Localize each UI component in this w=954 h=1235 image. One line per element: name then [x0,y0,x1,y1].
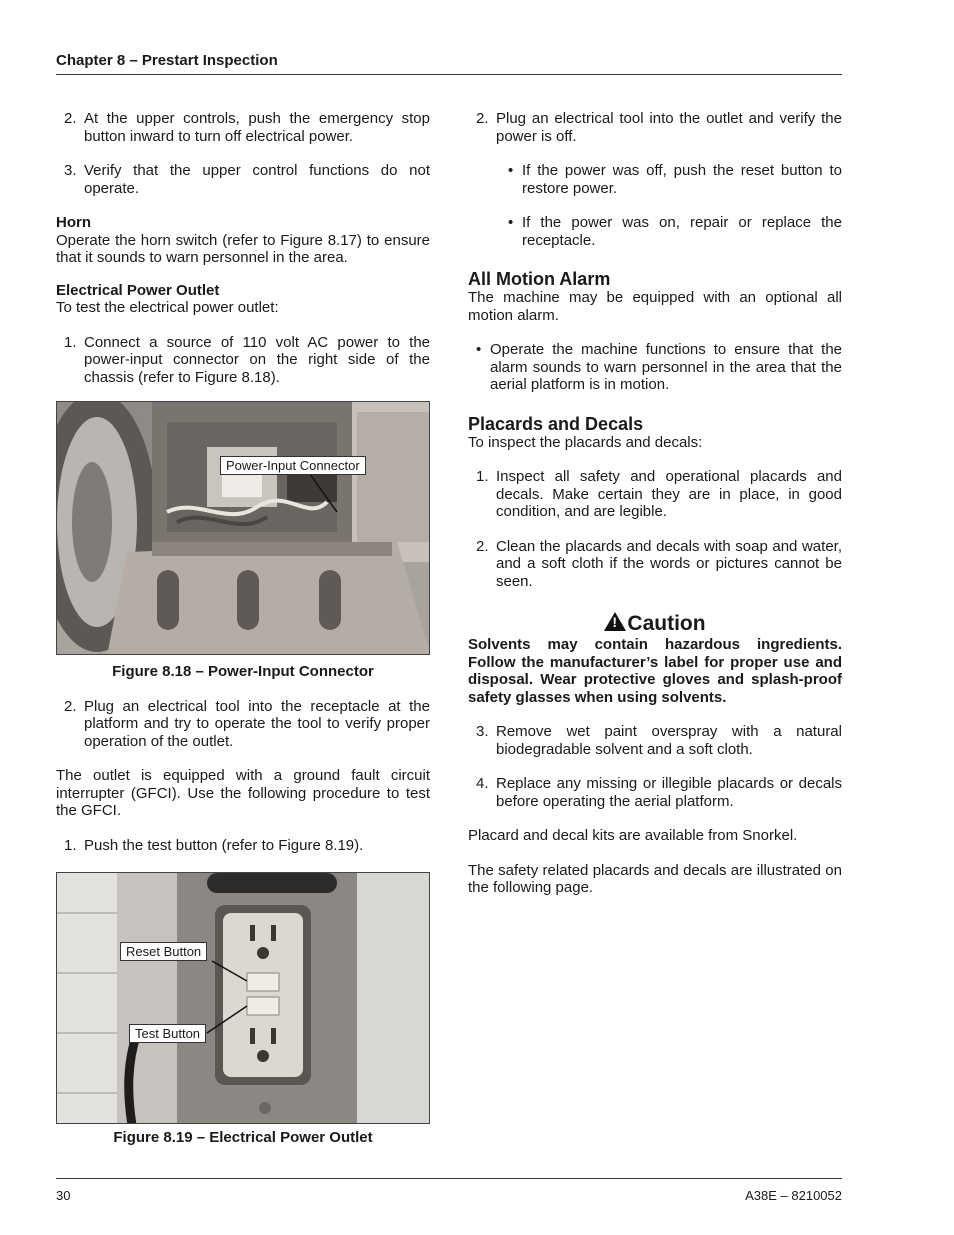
footer-rule [56,1178,842,1179]
header-rule [56,74,842,75]
gfci-text: The outlet is equipped with a ground fault circuit interrupter (GFCI). Use the following procedure to test the GFCI. [56,767,430,819]
right-column [468,110,842,897]
step-estop: 2. At the upper controls, push the emergency stop button inward to turn off electrical power. [64,110,430,145]
placards-intro: To inspect the placards and decals: [468,433,703,451]
placards-step-clean: 2. Clean the placards and decals with soap and water, and a soft cloth if the words or pictures cannot be seen. [476,537,842,590]
chapter-title: Chapter 8 – Prestart Inspection [56,52,278,69]
outlet-step-connect: 1. Connect a source of 110 volt AC power to the power-input connector on the right side of the chassis (refer to Figure 8.18). [64,333,430,386]
placards-heading: Placards and Decals [468,413,644,434]
document-id: A38E – 8210052 [745,1188,842,1203]
gfci-bullet-on: • If the power was on, repair or replace the receptacle. [508,214,842,249]
power-input-connector-photo [57,402,430,655]
figure-8-19-caption: Figure 8.19 – Electrical Power Outlet [113,1129,373,1146]
gfci-bullet-off: • If the power was off, push the reset button to restore power. [508,162,842,197]
figure-8-18-caption: Figure 8.18 – Power-Input Connector [112,663,374,680]
placards-step-replace: 4. Replace any missing or illegible placards or decals before operating the aerial platform. [476,775,842,810]
horn-text: Operate the horn switch (refer to Figure 8.17) to ensure that it sounds to warn personnel in the area. [56,231,430,266]
callout-test-button: Test Button [129,1024,206,1043]
caution-heading: !Caution [468,612,842,636]
outlet-intro: To test the electrical power outlet: [56,299,279,316]
warning-triangle-icon [604,612,626,631]
callout-power-input-connector: Power-Input Connector [220,456,366,475]
alarm-text: The machine may be equipped with an optional all motion alarm. [468,289,842,324]
alarm-heading: All Motion Alarm [468,269,611,289]
outlet-step-tool: 2. Plug an electrical tool into the receptacle at the platform and try to operate the tool to verify proper operation of the outlet. [64,697,430,750]
gfci-step-test: 1. Push the test button (refer to Figure 8.19). [64,836,364,854]
figure-8-19-photo [56,872,430,1124]
caution-text: Solvents may contain hazardous ingredients. Follow the manufacturer’s label for proper use and disposal. Wear protective gloves and splash-proof safety glasses when using solvents. [468,636,842,706]
horn-heading: Horn [56,214,91,231]
callout-reset-button: Reset Button [120,942,207,961]
illustrated-text: The safety related placards and decals are illustrated on the following page. [468,861,842,896]
figure-8-18-photo [56,401,430,655]
electrical-outlet-photo [57,873,430,1124]
placards-step-solvent: 3. Remove wet paint overspray with a natural biodegradable solvent and a soft cloth. [476,723,842,758]
left-column [56,110,430,1147]
gfci-step-verify-off: 2. Plug an electrical tool into the outlet and verify the power is off. [476,110,842,145]
kits-text: Placard and decal kits are available from Snorkel. [468,827,798,844]
placards-step-inspect: 1. Inspect all safety and operational placards and decals. Make certain they are in place, in good condition, and are legible. [476,468,842,520]
outlet-heading: Electrical Power Outlet [56,281,220,299]
alarm-bullet: • Operate the machine functions to ensure that the alarm sounds to warn personnel in the area that the aerial platform is in motion. [476,341,842,393]
step-verify-upper: 3. Verify that the upper control functions do not operate. [64,162,430,197]
page-number: 30 [56,1188,71,1203]
